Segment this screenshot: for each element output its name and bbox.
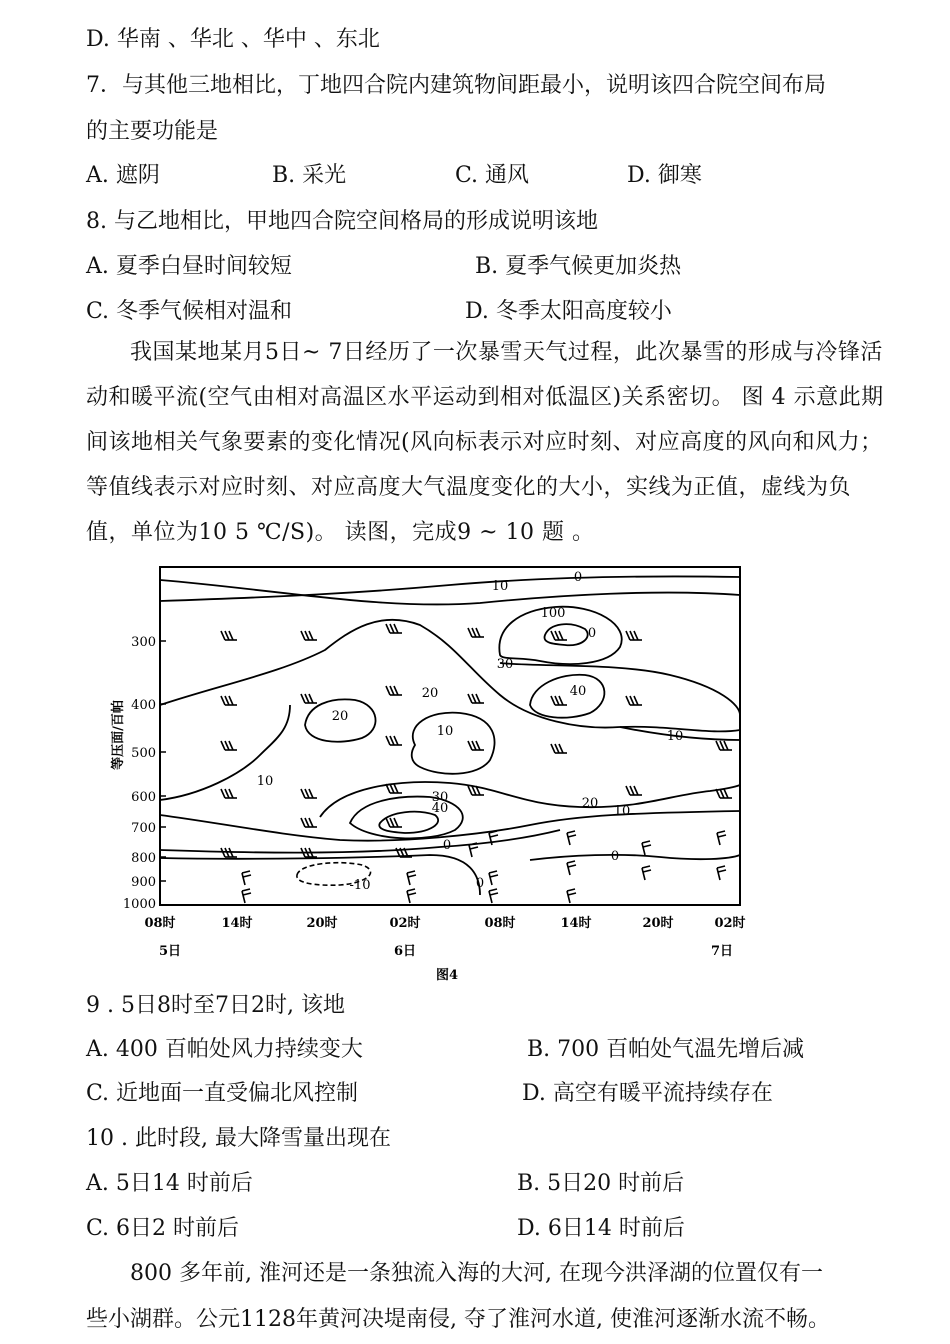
x-tick-4: 08时 bbox=[484, 916, 516, 931]
wind-barb bbox=[242, 871, 251, 885]
q10-option-a: A. 5日14 时前后 bbox=[86, 1171, 253, 1196]
figure-caption: 图4 bbox=[435, 968, 459, 983]
q7-stem-line1: 7．与其他三地相比，丁地四合院内建筑物间距最小，说明该四合院空间布局 bbox=[86, 73, 826, 98]
x-tick-3: 02时 bbox=[389, 916, 421, 931]
date-labels bbox=[159, 944, 733, 959]
contour-10-mid bbox=[160, 811, 740, 841]
y-ticks bbox=[123, 635, 156, 912]
contour-label-0-c: 0 bbox=[475, 876, 485, 891]
contour-label-20-b: 20 bbox=[331, 709, 349, 724]
wind-barb bbox=[221, 741, 237, 750]
contour-20-upper bbox=[160, 620, 740, 732]
contour-label-100: 100 bbox=[540, 606, 566, 621]
contour-label-10-b: 10 bbox=[666, 729, 684, 744]
passage2-line1: 800 多年前, 淮河还是一条独流入海的大河, 在现今洪泽湖的位置仅有一 bbox=[130, 1261, 823, 1286]
contour-chart bbox=[100, 555, 780, 985]
passage2-line2: 些小湖群。公元1128年黄河决堤南侵, 夺了淮河水道, 使淮河逐渐水流不畅。 bbox=[86, 1307, 830, 1332]
q10-option-b: B. 5日20 时前后 bbox=[517, 1171, 685, 1196]
contour-top-10 bbox=[160, 580, 740, 604]
wind-barb bbox=[468, 741, 484, 750]
q8-option-c: C. 冬季气候相对温和 bbox=[86, 299, 293, 324]
y-tick-600: 600 bbox=[131, 790, 156, 805]
contour-inner-0 bbox=[545, 624, 588, 645]
q6-option-d: D. 华南 、华北 、华中 、东北 bbox=[86, 27, 380, 52]
wind-barb bbox=[221, 631, 237, 640]
wind-barb bbox=[221, 789, 237, 798]
x-tick-7: 02时 bbox=[714, 916, 746, 931]
contour-label-10-lower: 10 bbox=[613, 804, 631, 819]
contour-label-10-a: 10 bbox=[436, 724, 454, 739]
q10-stem: 10 . 此时段, 最大降雪量出现在 bbox=[86, 1126, 391, 1151]
wind-barb bbox=[386, 686, 402, 695]
x-tick-2: 20时 bbox=[306, 916, 338, 931]
passage-text: 我国某地某月5日~ 7日经历了一次暴雪天气过程，此次暴雪的形成与冷锋活动和暖平流(空气由相对高温区水平运动到相对低温区)关系密切。 图 4 示意此期间该地相关气象要素的变化情况(风向标表示对应时刻、对应高度的风向和风力；等值线表示对应时刻、对应高度大气温度变化的大小，实线为正值，虚线为负值，单位为10 5 ℃/S)。 读图，完成9 ~ 10 题 。 bbox=[86, 340, 884, 545]
y-axis-label: 等压面/百帕 bbox=[111, 700, 126, 770]
q8-option-a: A. 夏季白昼时间较短 bbox=[86, 254, 292, 279]
wind-barb bbox=[407, 871, 416, 885]
q9-option-b: B. 700 百帕处气温先增后减 bbox=[527, 1037, 805, 1062]
y-tick-700: 700 bbox=[131, 821, 156, 836]
wind-barb bbox=[301, 631, 317, 640]
contour-label-0-a: 0 bbox=[442, 838, 452, 853]
wind-barb bbox=[386, 818, 402, 827]
wind-barb bbox=[489, 871, 498, 885]
q7-stem-line2: 的主要功能是 bbox=[86, 119, 219, 144]
contour-label-0-b: 0 bbox=[610, 849, 620, 864]
y-tick-800: 800 bbox=[131, 851, 156, 866]
wind-barb bbox=[301, 818, 317, 827]
wind-barb bbox=[717, 831, 726, 845]
wind-barb bbox=[468, 694, 484, 703]
contour-label-20-a: 20 bbox=[421, 686, 439, 701]
wind-barb bbox=[717, 866, 726, 880]
q8-option-d: D. 冬季太阳高度较小 bbox=[465, 299, 672, 324]
wind-barb bbox=[407, 889, 416, 903]
q7-option-b: B. 采光 bbox=[272, 163, 347, 188]
wind-barb bbox=[626, 631, 642, 640]
wind-barb bbox=[716, 741, 732, 750]
y-tick-1000: 1000 bbox=[122, 897, 156, 912]
contour-0-right bbox=[530, 855, 740, 860]
wind-barb bbox=[386, 624, 402, 633]
y-tick-900: 900 bbox=[131, 875, 156, 890]
y-tick-500: 500 bbox=[131, 746, 156, 761]
date-7: 7日 bbox=[710, 944, 734, 959]
wind-barb bbox=[386, 736, 402, 745]
q7-option-d: D. 御寒 bbox=[627, 163, 702, 188]
x-tick-0: 08时 bbox=[144, 916, 176, 931]
wind-barb bbox=[642, 866, 651, 880]
x-tick-6: 20时 bbox=[642, 916, 674, 931]
contour-label-30: 30 bbox=[496, 657, 514, 672]
wind-barb bbox=[551, 696, 567, 705]
wind-barb bbox=[626, 696, 642, 705]
wind-barb bbox=[626, 786, 642, 795]
wind-barb bbox=[468, 628, 484, 637]
wind-barb bbox=[221, 696, 237, 705]
q9-option-d: D. 高空有暖平流持续存在 bbox=[522, 1081, 773, 1106]
date-5: 5日 bbox=[158, 944, 182, 959]
x-tick-1: 14时 bbox=[221, 916, 253, 931]
q9-stem: 9 . 5日8时至7日2时, 该地 bbox=[86, 993, 345, 1018]
contour-label-20-lower: 20 bbox=[581, 796, 599, 811]
wind-barb bbox=[551, 744, 567, 753]
q10-option-c: C. 6日2 时前后 bbox=[86, 1216, 240, 1241]
x-ticks bbox=[144, 916, 745, 931]
figure-4 bbox=[100, 555, 780, 985]
y-tick-300: 300 bbox=[131, 635, 156, 650]
contour-0-bottom bbox=[160, 855, 480, 895]
wind-barb bbox=[489, 889, 498, 903]
contour-label-30-lower: 30 bbox=[431, 790, 449, 805]
x-tick-5: 14时 bbox=[560, 916, 592, 931]
wind-barb bbox=[242, 889, 251, 903]
contour-label-40: 40 bbox=[569, 684, 587, 699]
wind-barb bbox=[567, 831, 576, 845]
contour-10-cell bbox=[412, 713, 495, 774]
q9-option-a: A. 400 百帕处风力持续变大 bbox=[86, 1037, 363, 1062]
contour-label-10-c: 10 bbox=[256, 774, 274, 789]
q8-stem: 8. 与乙地相比，甲地四合院空间格局的形成说明该地 bbox=[86, 209, 598, 234]
wind-barb bbox=[642, 841, 651, 855]
passage-snowstorm bbox=[86, 330, 886, 555]
wind-barb bbox=[301, 789, 317, 798]
q7-option-c: C. 通风 bbox=[455, 163, 530, 188]
wind-barb bbox=[551, 631, 567, 640]
contour-label-0-top: 0 bbox=[573, 570, 583, 585]
y-tick-400: 400 bbox=[131, 698, 156, 713]
date-6: 6日 bbox=[393, 944, 417, 959]
q9-option-c: C. 近地面一直受偏北风控制 bbox=[86, 1081, 359, 1106]
wind-barb bbox=[301, 694, 317, 703]
wind-barb bbox=[567, 861, 576, 875]
q10-option-d: D. 6日14 时前后 bbox=[517, 1216, 685, 1241]
wind-barbs bbox=[221, 624, 732, 903]
contour-label-10-top: 10 bbox=[491, 579, 509, 594]
contour-40 bbox=[530, 675, 604, 718]
contour-30 bbox=[500, 663, 740, 715]
contour-label-0-inner: 0 bbox=[587, 626, 597, 641]
q7-option-a: A. 遮阴 bbox=[86, 163, 160, 188]
contour-label-40-lower: 40 bbox=[431, 801, 449, 816]
q8-option-b: B. 夏季气候更加炎热 bbox=[475, 254, 682, 279]
contour-label-neg10: -10 bbox=[349, 878, 371, 893]
wind-barb bbox=[567, 889, 576, 903]
